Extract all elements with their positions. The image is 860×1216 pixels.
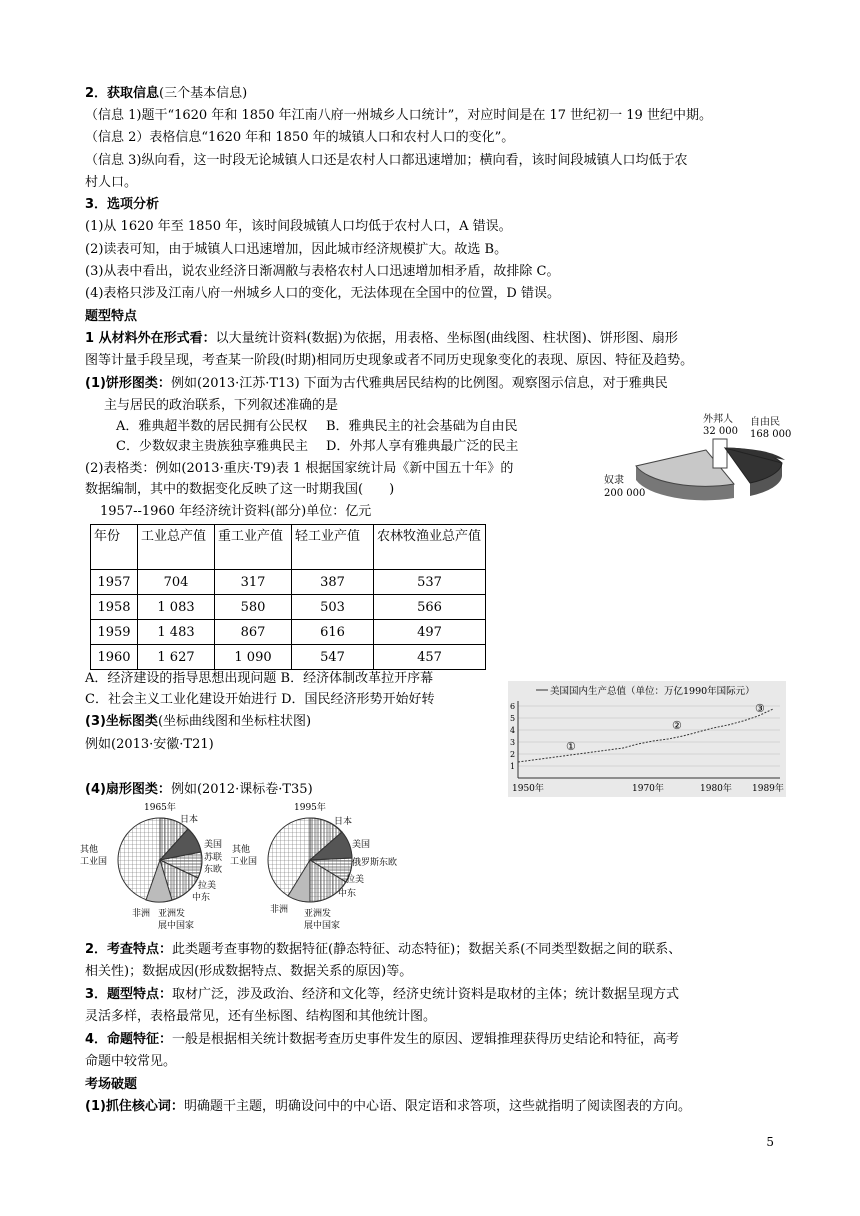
table-options-ab: A．经济建设的指导思想出现问题 B．经济体制改革拉开序幕 — [85, 671, 434, 686]
exam-heading: 考场破题 — [85, 1077, 138, 1092]
table-cell: 547 — [292, 645, 374, 670]
pie-question-a — [85, 374, 668, 394]
option-1: (1)从 1620 年至 1850 年，该时间段城镇人口均低于农村人口，A 错误。 — [85, 219, 512, 234]
pie-chart — [600, 408, 800, 503]
section2-heading-note: (三个基本信息) — [159, 86, 248, 101]
table-cell: 1959 — [91, 620, 138, 645]
sector-label: 其他 — [80, 845, 99, 855]
sector-label: 美国 — [352, 840, 371, 850]
us-gdp-line-chart — [508, 681, 786, 797]
sector-label: 东欧 — [204, 865, 223, 875]
sector-label: 1965年 — [144, 803, 176, 813]
sector-charts — [80, 800, 400, 935]
features-p1-b: 图等计量手段呈现，考查某一阶段(时期)相同历史现象或者不同历史现象变化的表现、原因、特征及趋势。 — [85, 353, 694, 368]
table-cell: 457 — [374, 645, 486, 670]
marker-2: ② — [672, 719, 682, 732]
y-tick: 5 — [510, 714, 516, 723]
x-tick: 1970年 — [632, 784, 664, 794]
y-tick: 4 — [510, 726, 516, 735]
table-question-a: (2)表格类：例如(2013·重庆·T9)表 1 根据国家统计局《新中国五十年》的 — [85, 461, 514, 476]
tail-2a — [85, 940, 681, 960]
sector-label: 苏联 — [204, 853, 223, 863]
sector-label: 非洲 — [270, 905, 289, 915]
table-header: 农林牧渔业总产值 — [374, 525, 486, 570]
table-cell: 317 — [215, 570, 292, 595]
sector-label: 非洲 — [132, 909, 151, 919]
chart-legend: 美国国内生产总值（单位：万亿1990年国际元） — [550, 686, 755, 697]
section3-heading: 3．选项分析 — [85, 197, 160, 212]
y-tick: 2 — [510, 750, 516, 759]
sector-label: 拉美 — [198, 881, 217, 891]
table-row — [91, 570, 486, 595]
table-cell: 1 483 — [138, 620, 215, 645]
tail-3a — [85, 985, 679, 1005]
pie-bold: (1)饼形图类： — [85, 376, 171, 391]
sector-label: 1995年 — [294, 803, 326, 813]
sector-label: 展中国家 — [304, 921, 341, 931]
economic-stats-table — [90, 524, 486, 670]
tail-4a — [85, 1030, 679, 1050]
features-p1-bold: 1 从材料外在形式看： — [85, 331, 216, 346]
table-header: 年份 — [91, 525, 138, 570]
info3-b: 村人口。 — [85, 175, 138, 190]
table-cell: 387 — [292, 570, 374, 595]
t4-bold: 4．命题特征： — [85, 1032, 173, 1047]
table-header: 重工业产值 — [215, 525, 292, 570]
features-p1-text: 以大量统计资料(数据)为依据，用表格、坐标图(曲线图、柱状图)、饼形图、扇形 — [215, 331, 678, 346]
slave-label: 奴隶 — [604, 475, 624, 486]
foreign-slice — [713, 439, 727, 468]
sector-label: 日本 — [334, 817, 353, 827]
sector-label: 拉美 — [346, 875, 365, 885]
section2-heading-line — [85, 84, 247, 104]
x-tick: 1950年 — [512, 784, 544, 794]
y-tick: 3 — [510, 738, 516, 747]
tail-3b: 灵活多样，表格最常见，还有坐标图、结构图和其他统计图。 — [85, 1009, 437, 1024]
sector-label: 美国 — [204, 840, 223, 850]
marker-3: ③ — [755, 702, 765, 715]
info3-a: （信息 3)纵向看，这一时段无论城镇人口还是农村人口都迅速增加；横向看，该时间段城镇人口均低于农 — [85, 153, 688, 168]
table-cell: 537 — [374, 570, 486, 595]
k1-bold: (1)抓住核心词： — [85, 1099, 184, 1114]
table-cell: 580 — [215, 595, 292, 620]
tail-4b: 命题中较常见。 — [85, 1054, 177, 1069]
sector-label: 中东 — [192, 893, 211, 903]
sector-label: 亚洲发 — [158, 909, 186, 919]
sector-label: 中东 — [338, 889, 357, 899]
table-header: 轻工业产值 — [292, 525, 374, 570]
pie-question-text: 例如(2013·江苏·T13) 下面为古代雅典居民结构的比例图。观察图示信息，对于雅典民 — [170, 376, 668, 391]
pie-option-c: C．少数奴隶主贵族独享雅典民主 — [116, 439, 308, 454]
table-cell: 1 083 — [138, 595, 215, 620]
coord-note: (坐标曲线图和坐标柱状图) — [157, 714, 312, 729]
tail-2b: 相关性)；数据成因(形成数据特点、数据关系的原因)等。 — [85, 964, 413, 979]
k1-text: 明确题干主题，明确设问中的中心语、限定语和求答项，这些就指明了阅读图表的方向。 — [183, 1099, 691, 1114]
features-p1-a — [85, 329, 678, 349]
sector-example: 例如(2012·课标卷·T35) — [170, 782, 313, 797]
foreign-label: 外邦人 — [703, 414, 733, 425]
sector-heading-line — [85, 780, 313, 800]
pie-option-b: B．雅典民主的社会基础为自由民 — [326, 419, 518, 434]
table-question-b: 数据编制，其中的数据变化反映了这一时期我国( ) — [85, 482, 395, 497]
features-heading: 题型特点 — [85, 309, 138, 324]
sector-label: 其他 — [232, 845, 251, 855]
page-number: 5 — [766, 1135, 774, 1149]
table-cell: 867 — [215, 620, 292, 645]
table-cell: 1960 — [91, 645, 138, 670]
slave-value: 200 000 — [604, 488, 646, 499]
free-label: 自由民 — [750, 417, 780, 428]
t2-text: 此类题考查事物的数据特征(静态特征、动态特征)；数据关系(不同类型数据之间的联系、 — [172, 942, 682, 957]
table-row — [91, 645, 486, 670]
table-cell: 616 — [292, 620, 374, 645]
t3-text: 取材广泛，涉及政治、经济和文化等，经济史统计资料是取材的主体；统计数据呈现方式 — [172, 987, 680, 1002]
sector-label: 工业国 — [230, 857, 258, 867]
info1: （信息 1)题干“1620 年和 1850 年江南八府一州城乡人口统计”，对应时间是在 17 世纪初一 19 世纪中期。 — [85, 108, 712, 123]
pie-1965 — [80, 801, 222, 931]
pie-question-b: 主与居民的政治联系，下列叙述准确的是 — [104, 398, 339, 413]
x-tick: 1989年 — [752, 784, 784, 794]
table-cell: 566 — [374, 595, 486, 620]
option-3: (3)从表中看出，说农业经济日渐凋敝与表格农村人口迅速增加相矛盾，故排除 C。 — [85, 264, 560, 279]
option-2: (2)读表可知，由于城镇人口迅速增加，因此城市经济规模扩大。故选 B。 — [85, 242, 508, 257]
table-header: 工业总产值 — [138, 525, 215, 570]
table-cell: 497 — [374, 620, 486, 645]
table-row — [91, 595, 486, 620]
key-1 — [85, 1097, 691, 1117]
coord-bold: (3)坐标图类 — [85, 714, 158, 729]
table-cell: 704 — [138, 570, 215, 595]
table-row — [91, 620, 486, 645]
sector-label: 展中国家 — [158, 921, 195, 931]
table-cell: 1957 — [91, 570, 138, 595]
table-options-cd: C．社会主义工业化建设开始进行 D．国民经济形势开始好转 — [85, 692, 435, 707]
x-tick: 1980年 — [700, 784, 732, 794]
sector-label: 俄罗斯东欧 — [352, 858, 398, 868]
table-cell: 1 090 — [215, 645, 292, 670]
marker-1: ① — [566, 740, 576, 753]
t2-bold: 2．考查特点： — [85, 942, 173, 957]
y-tick: 1 — [510, 762, 516, 771]
table-cell: 1 627 — [138, 645, 215, 670]
coord-heading-line — [85, 712, 311, 732]
pie-option-d: D．外邦人享有雅典最广泛的民主 — [326, 439, 519, 454]
free-value: 168 000 — [750, 429, 792, 440]
foreign-value: 32 000 — [703, 426, 738, 437]
table-cell: 1958 — [91, 595, 138, 620]
info2: （信息 2）表格信息“1620 年和 1850 年的城镇人口和农村人口的变化”。 — [85, 130, 515, 145]
table-header-row — [91, 525, 486, 570]
table-cell: 503 — [292, 595, 374, 620]
sector-label: 亚洲发 — [304, 909, 332, 919]
t3-bold: 3．题型特点： — [85, 987, 173, 1002]
y-tick: 6 — [510, 702, 516, 711]
t4-text: 一般是根据相关统计数据考查历史事件发生的原因、逻辑推理获得历史结论和特征，高考 — [172, 1032, 680, 1047]
pie-1995 — [230, 801, 397, 931]
table-caption: 1957--1960 年经济统计资料(部分)单位：亿元 — [100, 504, 372, 519]
option-4: (4)表格只涉及江南八府一州城乡人口的变化，无法体现在全国中的位置，D 错误。 — [85, 286, 560, 301]
coord-example: 例如(2013·安徽·T21) — [85, 737, 214, 752]
sector-label: 工业国 — [80, 857, 108, 867]
section2-heading: 2．获取信息 — [85, 86, 160, 101]
sector-label: 日本 — [180, 815, 199, 825]
pie-option-a: A．雅典超半数的居民拥有公民权 — [116, 419, 308, 434]
sector-bold: (4)扇形图类： — [85, 782, 171, 797]
